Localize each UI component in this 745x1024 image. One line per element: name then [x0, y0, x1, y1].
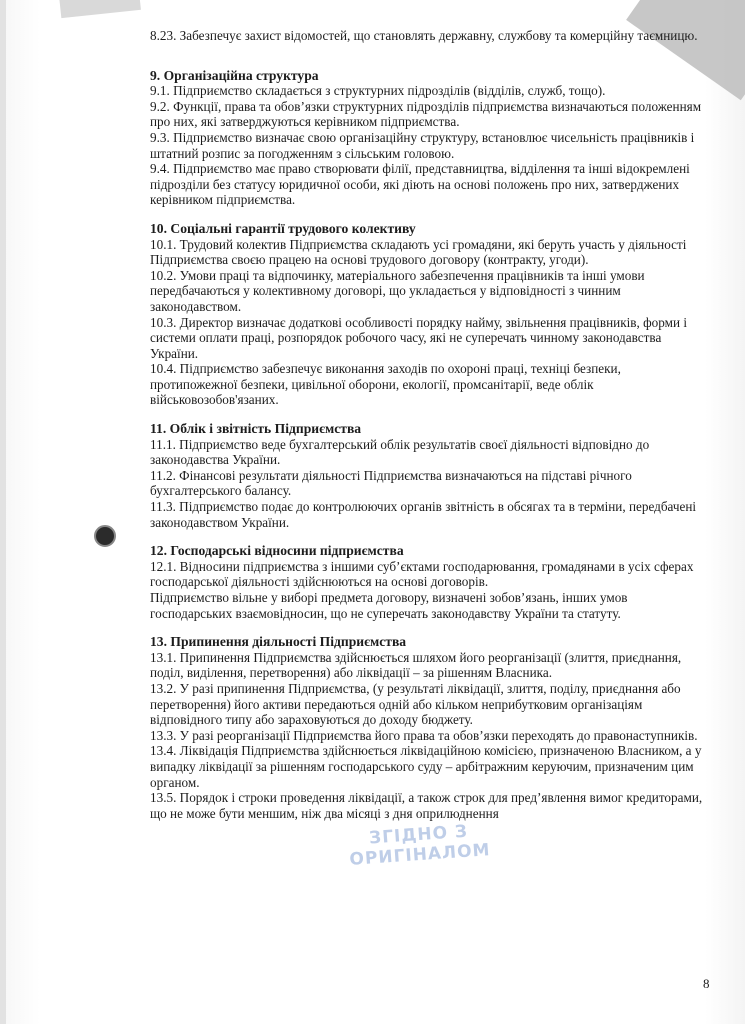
paragraph: 13.5. Порядок і строки проведення ліквідації, а також строк для пред’явлення вимог кредиторами, що не може бути меншим, ніж два місяці з дня оприлюднення: [150, 790, 703, 821]
copy-stamp: ЗГІДНО З ОРИГІНАЛОМ: [348, 821, 492, 870]
paragraph: 11.3. Підприємство подає до контролюючих органів звітність в обсягах та в терміни, передбачені законодавством України.: [150, 499, 697, 530]
section-3: [150, 421, 710, 530]
paragraph: 9.1. Підприємство складається з структурних підрозділів (відділів, служб, тощо).: [150, 83, 606, 99]
paragraph: 10.4. Підприємство забезпечує виконання заходів по охороні праці, техніці безпеки, протипожежної безпеки, цивільної оборони, екології, промсанітарії, веде облік військовозобов'язаних.: [150, 361, 621, 408]
section-1: [150, 68, 710, 208]
paragraph: 8.23. Забезпечує захист відомостей, що становлять державну, службову та комерційну таємницю.: [150, 28, 698, 43]
section-heading: 13. Припинення діяльності Підприємства: [150, 634, 407, 650]
section-0: [150, 28, 710, 44]
paragraph: 9.3. Підприємство визначає свою організаційну структуру, встановлює чисельність працівників і штатний розпис за погодженням з сільським головою.: [150, 129, 695, 161]
paragraph: 9.2. Функції, права та обов’язки структурних підрозділів підприємства визначаються положенням про них, які затверджуються керівником підприємства.: [150, 98, 702, 130]
punch-hole-icon: [94, 525, 116, 547]
paragraph: 11.1. Підприємство веде бухгалтерський облік результатів своєї діяльності відповідно до законодавства України.: [150, 436, 650, 468]
section-2: [150, 221, 710, 408]
section-heading: 12. Господарські відносини підприємства: [150, 543, 404, 559]
paragraph: 10.2. Умови праці та відпочинку, матеріального забезпечення працівників та інші умови передбачаються у колективному договорі, що укладається у відповідності з чинним законодавством.: [150, 267, 645, 314]
section-heading: 10. Соціальні гарантії трудового колективу: [150, 220, 416, 236]
paragraph: 11.2. Фінансові результати діяльності Підприємства визначаються на підставі річного бухгалтерського балансу.: [150, 467, 632, 499]
section-heading: 11. Облік і звітність Підприємства: [150, 421, 362, 437]
scan-left-edge: [0, 0, 6, 1024]
paragraph: 13.4. Ліквідація Підприємства здійснюється ліквідаційною комісією, призначеною Власником, а у випадку ліквідації за рішенням господарського суду – арбітражним керуючим, призначеним цим органом.: [150, 743, 702, 790]
paragraph: Підприємство вільне у виборі предмета договору, визначені зобов’язань, інших умов господарських взаємовідносин, що не суперечать законодавству України та статуту.: [150, 590, 628, 621]
paragraph: 9.4. Підприємство має право створювати філії, представництва, відділення та інші відокремлені підрозділи без статусу юридичної особи, які діють на основі положень про них, затверджених керівником підприємства.: [150, 161, 690, 208]
paragraph: 10.3. Директор визначає додаткові особливості порядку найму, звільнення працівників, форми і системи оплати праці, розпорядок робочого часу, які не суперечать чинному законодавства України.: [150, 314, 687, 361]
section-heading: 9. Організаційна структура: [150, 67, 319, 83]
folded-corner-left: [59, 0, 141, 18]
section-5: [150, 634, 710, 821]
paragraph: 12.1. Відносини підприємства з іншими суб’єктами господарювання, громадянами в усіх сферах господарської діяльності здійснюються на основі договорів.: [150, 558, 694, 590]
page-number: 8: [703, 976, 710, 991]
paragraph: 13.2. У разі припинення Підприємства, (у результаті ліквідації, злиття, поділу, приєднання або перетворення) його активи передаються одній або кільком неприбутковим організаціям відповідного типу або зараховуються до доходу бюджету.: [150, 680, 681, 728]
paragraph: 10.1. Трудовий колектив Підприємства складають усі громадяни, які беруть участь у діяльності Підприємства своєю працею на основі трудового договору (контракту, угоди).: [150, 236, 687, 268]
paragraph: 13.1. Припинення Підприємства здійснюється шляхом його реорганізації (злиття, приєднання, поділ, виділення, перетворення) або ліквідації – за рішенням Власника.: [150, 649, 682, 681]
paragraph: 13.3. У разі реорганізації Підприємства його права та обов’язки переходять до правонаступників.: [150, 727, 698, 743]
document-body: [150, 28, 710, 834]
section-4: [150, 543, 710, 621]
